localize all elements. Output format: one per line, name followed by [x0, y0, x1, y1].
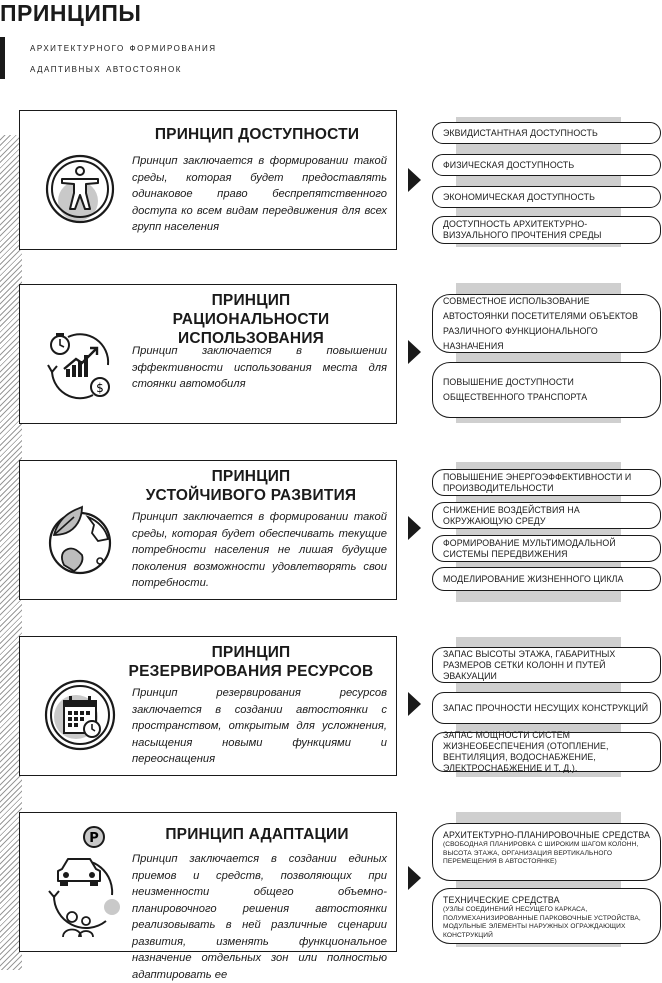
- item-details: (СВОБОДНАЯ ПЛАНИРОВКА С ШИРОКИМ ШАГОМ КОЛОНН, ВЫСОТА ЭТАЖА, ОРГАНИЗАЦИЯ ВЕРТИКАЛЬНОГО ПЕРЕМЕЩЕНИЯ В АВТОСТОЯНКЕ): [443, 841, 639, 866]
- principle-description: Принцип заключается в создании единых приемов и средств, позволяющих при неизменности общего объемно-планировочного решения автостоянки реализовывать в ней различные сценарии развития, изменять функциональное назначение отдельных зон или полностью адаптировать ее: [132, 853, 387, 981]
- page-title: ПРИНЦИПЫ: [0, 0, 142, 26]
- principle-description: Принцип заключается в повышении эффективности использования места для стоянки автомобиля: [132, 345, 387, 390]
- subtitle-accent-bar: [0, 37, 5, 79]
- principle-card-sustainability: [19, 460, 397, 600]
- principle-item: ДОСТУПНОСТЬ АРХИТЕКТУРНО-ВИЗУАЛЬНОГО ПРОЧТЕНИЯ СРЕДЫ: [432, 216, 661, 244]
- principle-item: ФОРМИРОВАНИЕ МУЛЬТИМОДАЛЬНОЙ СИСТЕМЫ ПЕРЕДВИЖЕНИЯ: [432, 535, 661, 562]
- principle-item: [432, 823, 661, 881]
- principle-item: СОВМЕСТНОЕ ИСПОЛЬЗОВАНИЕ АВТОСТОЯНКИ ПОСЕТИТЕЛЯМИ ОБЪЕКТОВ РАЗЛИЧНОГО ФУНКЦИОНАЛЬНОГО НАЗНАЧЕНИЯ: [432, 294, 661, 353]
- arrow-right-icon: [408, 692, 421, 716]
- principle-title: ПРИНЦИП АДАПТАЦИИ: [165, 826, 349, 843]
- principle-title: ПРИНЦИП РЕЗЕРВИРОВАНИЯ РЕСУРСОВ: [128, 644, 374, 680]
- calendar-clock-icon: [38, 673, 123, 758]
- principle-item: ЭКОНОМИЧЕСКАЯ ДОСТУПНОСТЬ: [432, 186, 661, 208]
- page-subtitle: [30, 37, 217, 79]
- principle-item: ФИЗИЧЕСКАЯ ДОСТУПНОСТЬ: [432, 154, 661, 176]
- principle-item: МОДЕЛИРОВАНИЕ ЖИЗНЕННОГО ЦИКЛА: [432, 567, 661, 591]
- principle-card-rationality: [19, 284, 397, 424]
- principle-description: Принцип заключается в формировании такой среды, которая будет предоставлять одинаковое право беспрепятственного доступа ко всем видам передвижения для всех групп населения: [132, 155, 387, 233]
- principle-item: СНИЖЕНИЕ ВОЗДЕЙСТВИЯ НА ОКРУЖАЮЩУЮ СРЕДУ: [432, 502, 661, 529]
- principle-item: ЭКВИДИСТАНТНАЯ ДОСТУПНОСТЬ: [432, 122, 661, 144]
- svg-text:$: $: [96, 381, 104, 395]
- arrow-right-icon: [408, 340, 421, 364]
- eco-globe-icon: [38, 495, 123, 580]
- principle-description: Принцип заключается в формировании такой среды, которая будет обеспечивать текущие потребности населения не лишая будущие поколения возможности удовлетворять свои потребности.: [132, 511, 387, 589]
- principle-card-reservation: [19, 636, 397, 776]
- principle-item: ПОВЫШЕНИЕ ЭНЕРГОЭФФЕКТИВНОСТИ И ПРОИЗВОДИТЕЛЬНОСТИ: [432, 469, 661, 496]
- accessibility-icon: [40, 151, 120, 231]
- principle-title: ПРИНЦИП УСТОЙЧИВОГО РАЗВИТИЯ: [145, 468, 357, 504]
- subtitle-line-2: адаптивных автостоянок: [30, 61, 182, 75]
- principle-card-accessibility: [19, 110, 397, 250]
- car-parking-cycle-icon: [32, 825, 127, 947]
- parking-sign-letter: P: [89, 831, 99, 846]
- principle-card-adaptation: [19, 812, 397, 981]
- arrow-right-icon: [408, 168, 421, 192]
- principle-item: [432, 888, 661, 944]
- principle-item: ЗАПАС ВЫСОТЫ ЭТАЖА, ГАБАРИТНЫХ РАЗМЕРОВ СЕТКИ КОЛОНН И ПУТЕЙ ЭВАКУАЦИИ: [432, 647, 661, 683]
- principle-title: ПРИНЦИП РАЦИОНАЛЬНОСТИ ИСПОЛЬЗОВАНИЯ: [172, 292, 330, 347]
- principle-item: ЗАПАС ПРОЧНОСТИ НЕСУЩИХ КОНСТРУКЦИЙ: [432, 692, 661, 724]
- arrow-right-icon: [408, 866, 421, 890]
- item-heading: АРХИТЕКТУРНО-ПЛАНИРОВОЧНЫЕ СРЕДСТВА: [443, 830, 650, 840]
- efficiency-cycle-icon: [38, 325, 123, 405]
- principle-item: ПОВЫШЕНИЕ ДОСТУПНОСТИ ОБЩЕСТВЕННОГО ТРАНСПОРТА: [432, 362, 661, 418]
- principle-description: Принцип резервирования ресурсов заключается в создании автостоянки с пространством, открытым для усложнения, насыщения новыми функциями и переоснащения: [132, 687, 387, 765]
- arrow-right-icon: [408, 516, 421, 540]
- principle-item: ЗАПАС МОЩНОСТИ СИСТЕМ ЖИЗНЕОБЕСПЕЧЕНИЯ (ОТОПЛЕНИЕ, ВЕНТИЛЯЦИЯ, ВОДОСНАБЖЕНИЕ, ЭЛЕКТРОСНАБЖЕНИЕ И Т. Д.).: [432, 732, 661, 772]
- subtitle-line-1: архитектурного формирования: [30, 40, 217, 54]
- item-heading: ТЕХНИЧЕСКИЕ СРЕДСТВА: [443, 895, 560, 905]
- item-details: (УЗЛЫ СОЕДИНЕНИЙ НЕСУЩЕГО КАРКАСА, ПОЛУМЕХАНИЗИРОВАННЫЕ ПАРКОВОЧНЫЕ УСТРОЙСТВА, МОДУЛЬНЫЕ ЭЛЕМЕНТЫ НАРУЖНЫХ ОГРАЖДАЮЩИХ КОНСТРУКЦИЙ: [443, 906, 641, 939]
- principle-title: ПРИНЦИП ДОСТУПНОСТИ: [154, 126, 360, 143]
